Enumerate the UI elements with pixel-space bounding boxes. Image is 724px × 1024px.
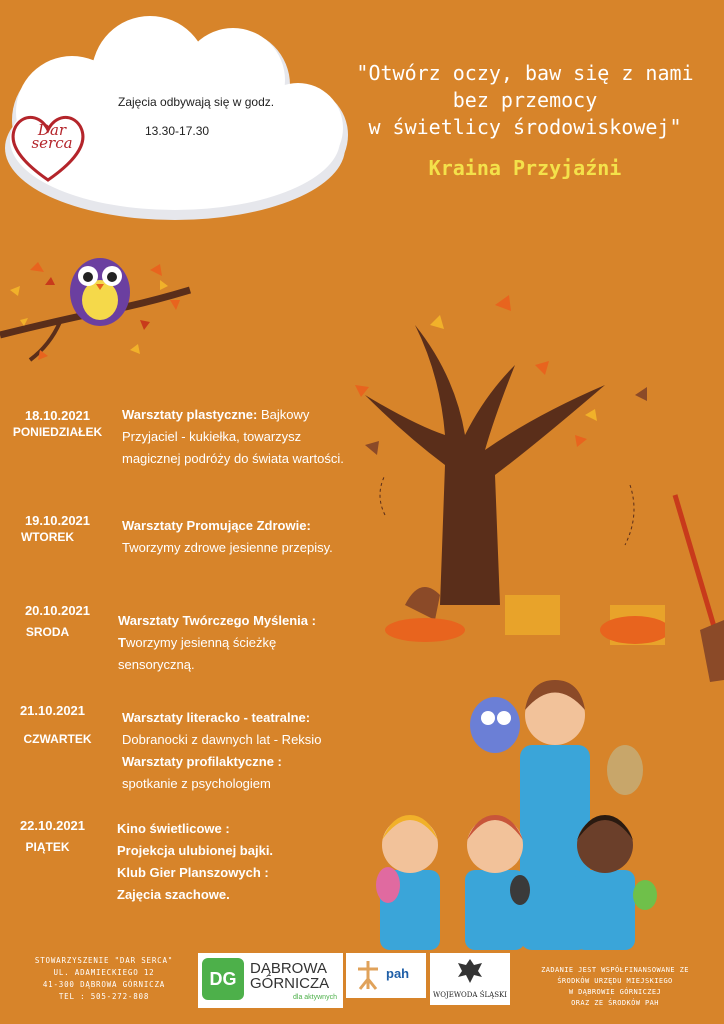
poster-subtitle: Kraina Przyjaźni [428, 156, 622, 180]
dg-mark: DG [202, 958, 244, 1000]
day-2: WTOREK [20, 530, 75, 544]
dg-text: DĄBROWA GÓRNICZA [250, 960, 330, 992]
day-5: PIĄTEK [25, 840, 70, 854]
dg-tagline: dla aktywnych [293, 994, 337, 1001]
day-4: CZWARTEK [23, 732, 92, 746]
wojewoda-text: WOJEWODA ŚLĄSKI [433, 991, 507, 999]
dabrowa-gornicza-logo [198, 953, 343, 1008]
owl-branch-illustration [0, 250, 195, 375]
logo-text: Dar serca [31, 121, 73, 152]
event-4: Warsztaty literacko - teatralne: Dobranocki z dawnych lat - Reksio Warsztaty profilaktyczne : spotkanie z psychologiem [122, 710, 322, 791]
event-2: Warsztaty Promujące Zdrowie: Tworzymy zdrowe jesienne przepisy. [122, 518, 333, 555]
wojewoda-logo [430, 953, 510, 1005]
event-5: Kino świetlicowe : Projekcja ulubionej bajki. Klub Gier Planszowych : Zajęcia szachowe. [117, 821, 274, 902]
footer-funding: ZADANIE JEST WSPÓŁFINANSOWANE ZE ŚRODKÓW URZĘDU MIEJSKIEGO W DĄBROWIE GÓRNICZEJ ORAZ ZE ŚRODKÓW PAH [541, 966, 689, 1007]
footer-contact: STOWARZYSZENIE "DAR SERCA" UL. ADAMIECKIEGO 12 41-300 DĄBROWA GÓRNICZA TEL : 505-272-808 [34, 956, 174, 1001]
children-with-puppets-illustration [370, 670, 670, 950]
poster-title: "Otwórz oczy, baw się z nami bez przemocy w świetlicy środowiskowej" [356, 61, 694, 139]
eagle-emblem-icon [458, 957, 482, 985]
day-3: SRODA [25, 625, 70, 639]
pah-logo [346, 953, 426, 998]
date-2: 19.10.2021 [24, 513, 91, 528]
hours-value: 13.30-17.30 [145, 124, 210, 138]
hours-label: Zajęcia odbywają się w godz. [118, 95, 275, 109]
date-5: 22.10.2021 [19, 818, 86, 833]
date-4: 21.10.2021 [19, 703, 86, 718]
date-3: 20.10.2021 [24, 603, 91, 618]
rake-illustration [670, 490, 724, 690]
day-1: PONIEDZIAŁEK [12, 425, 103, 439]
event-1: Warsztaty plastyczne: Bajkowy Przyjaciel - kukiełka, towarzysz magicznej podróży do świata wartości. [122, 407, 344, 466]
date-1: 18.10.2021 [24, 408, 91, 423]
event-3: Warsztaty Twórczego Myślenia : Tworzymy jesienną ścieżkę sensoryczną. [118, 613, 316, 672]
pah-text: pah [386, 966, 410, 981]
autumn-tree-illustration [345, 285, 665, 645]
pah-figure-icon [354, 959, 382, 991]
